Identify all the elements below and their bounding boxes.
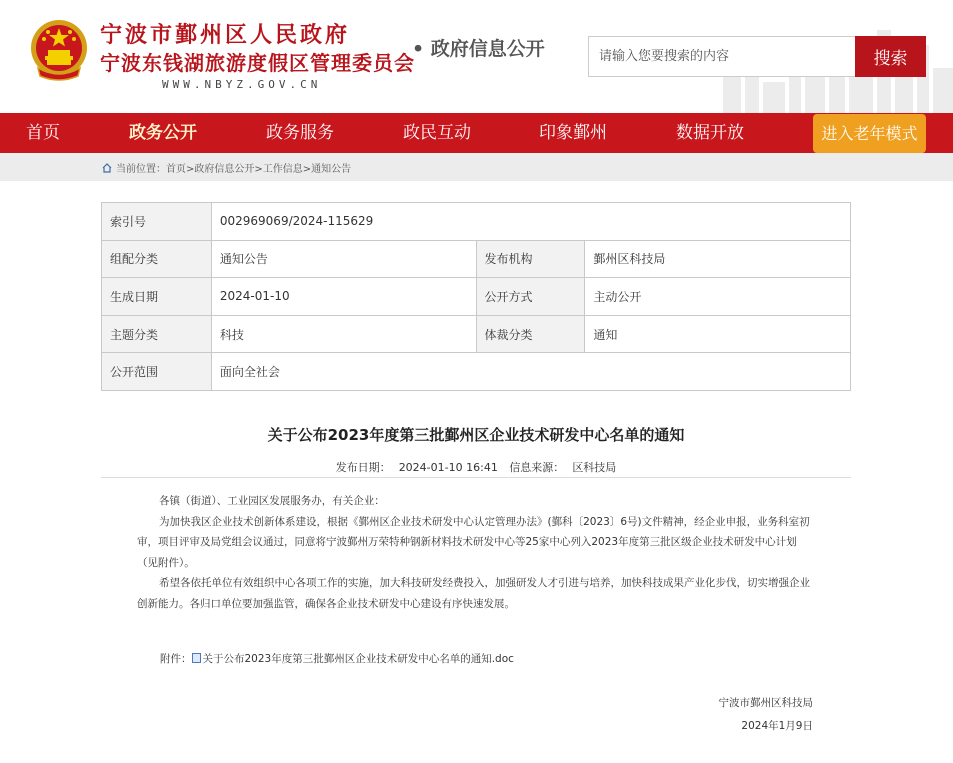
- site-title-line2: 宁波东钱湖旅游度假区管理委员会: [100, 51, 415, 75]
- site-title-line1: 宁波市鄞州区人民政府: [100, 22, 351, 48]
- table-row: [102, 278, 851, 316]
- home-icon: [102, 163, 112, 173]
- table-row: [102, 240, 851, 278]
- publish-date-value: 2024-01-10 16:41: [398, 461, 498, 474]
- category-label: 组配分类: [102, 240, 212, 278]
- site-url: WWW.NBYZ.GOV.CN: [162, 78, 322, 91]
- scope-value: 面向全社会: [211, 353, 850, 391]
- date-value: 2024-01-10: [211, 278, 476, 316]
- nav-item-interaction[interactable]: 政民互动: [403, 123, 471, 143]
- info-table: [101, 202, 851, 391]
- topic-label: 主题分类: [102, 315, 212, 353]
- source-label: 信息来源：: [509, 461, 565, 474]
- source-value: 区科技局: [572, 461, 617, 474]
- table-row: [102, 315, 851, 353]
- breadcrumb-home[interactable]: 首页: [166, 164, 186, 175]
- breadcrumb-prefix: 当前位置：: [116, 164, 166, 175]
- search-button[interactable]: 搜索: [855, 36, 926, 77]
- sign-date: 2024年1月9日: [741, 720, 813, 732]
- article-title: 关于公布2023年度第三批鄞州区企业技术研发中心名单的通知: [267, 426, 685, 444]
- article-greeting: 各镇（街道）、工业园区发展服务办，有关企业：: [159, 495, 385, 507]
- topic-value: 科技: [211, 315, 476, 353]
- category-value: 通知公告: [211, 240, 476, 278]
- doc-file-icon: [192, 653, 201, 663]
- nav-item-gov-affairs-open[interactable]: 政务公开: [129, 123, 197, 143]
- nav-item-home[interactable]: 首页: [26, 123, 60, 143]
- mode-value: 主动公开: [585, 278, 851, 316]
- attachment: [160, 651, 514, 666]
- nav-item-gov-services[interactable]: 政务服务: [266, 123, 334, 143]
- table-row: [102, 203, 851, 241]
- article-paragraph: 为加快我区企业技术创新体系建设，根据《鄞州区企业技术研发中心认定管理办法》(鄞科〔2023〕6号)文件精神，经企业申报，业务科室初审，项目评审及局党组会议通过，同意将宁波鄞州万荣特种钢新材料技术研发中心等25家中心列入2023年度第三批区级企业技术研发中心计划（见附件）。: [137, 515, 810, 569]
- search-input[interactable]: [588, 36, 856, 77]
- publisher-value: 鄞州区科技局: [585, 240, 851, 278]
- publish-date-label: 发布日期：: [335, 461, 391, 474]
- publisher-label: 发布机构: [476, 240, 585, 278]
- elder-mode-button[interactable]: 进入老年模式: [813, 114, 926, 153]
- article-meta: [101, 452, 851, 478]
- nav-item-impression[interactable]: 印象鄞州: [539, 123, 607, 143]
- genre-value: 通知: [585, 315, 851, 353]
- attachment-link[interactable]: 关于公布2023年度第三批鄞州区企业技术研发中心名单的通知.doc: [202, 653, 514, 665]
- index-label: 索引号: [102, 203, 212, 241]
- genre-label: 体裁分类: [476, 315, 585, 353]
- date-label: 生成日期: [102, 278, 212, 316]
- site-subtitle: • 政府信息公开: [412, 38, 545, 60]
- article-paragraph: 希望各依托单位有效组织中心各项工作的实施，加大科技研发经费投入，加强研发人才引进与培养，加快科技成果产业化步伐，切实增强企业创新能力。各归口单位要加强监管，确保各企业技术研发中心建设有序快速发展。: [137, 577, 810, 610]
- table-row: [102, 353, 851, 391]
- signer: 宁波市鄞州区科技局: [718, 697, 813, 709]
- index-value: 002969069/2024-115629: [211, 203, 850, 241]
- national-emblem-icon: [28, 18, 90, 84]
- breadcrumb-gov-info[interactable]: 政府信息公开: [194, 164, 255, 175]
- nav-item-open-data[interactable]: 数据开放: [676, 123, 744, 143]
- scope-label: 公开范围: [102, 353, 212, 391]
- breadcrumb-work-info[interactable]: 工作信息: [262, 164, 303, 175]
- breadcrumb-notices[interactable]: 通知公告: [311, 164, 352, 175]
- attachment-label: 附件：: [160, 653, 192, 665]
- article-body: [137, 491, 817, 614]
- main-nav: [0, 113, 953, 153]
- site-header: [0, 0, 953, 113]
- breadcrumb-bar: [0, 153, 953, 181]
- mode-label: 公开方式: [476, 278, 585, 316]
- breadcrumb: 当前位置：首页>政府信息公开>工作信息>通知公告: [102, 160, 351, 175]
